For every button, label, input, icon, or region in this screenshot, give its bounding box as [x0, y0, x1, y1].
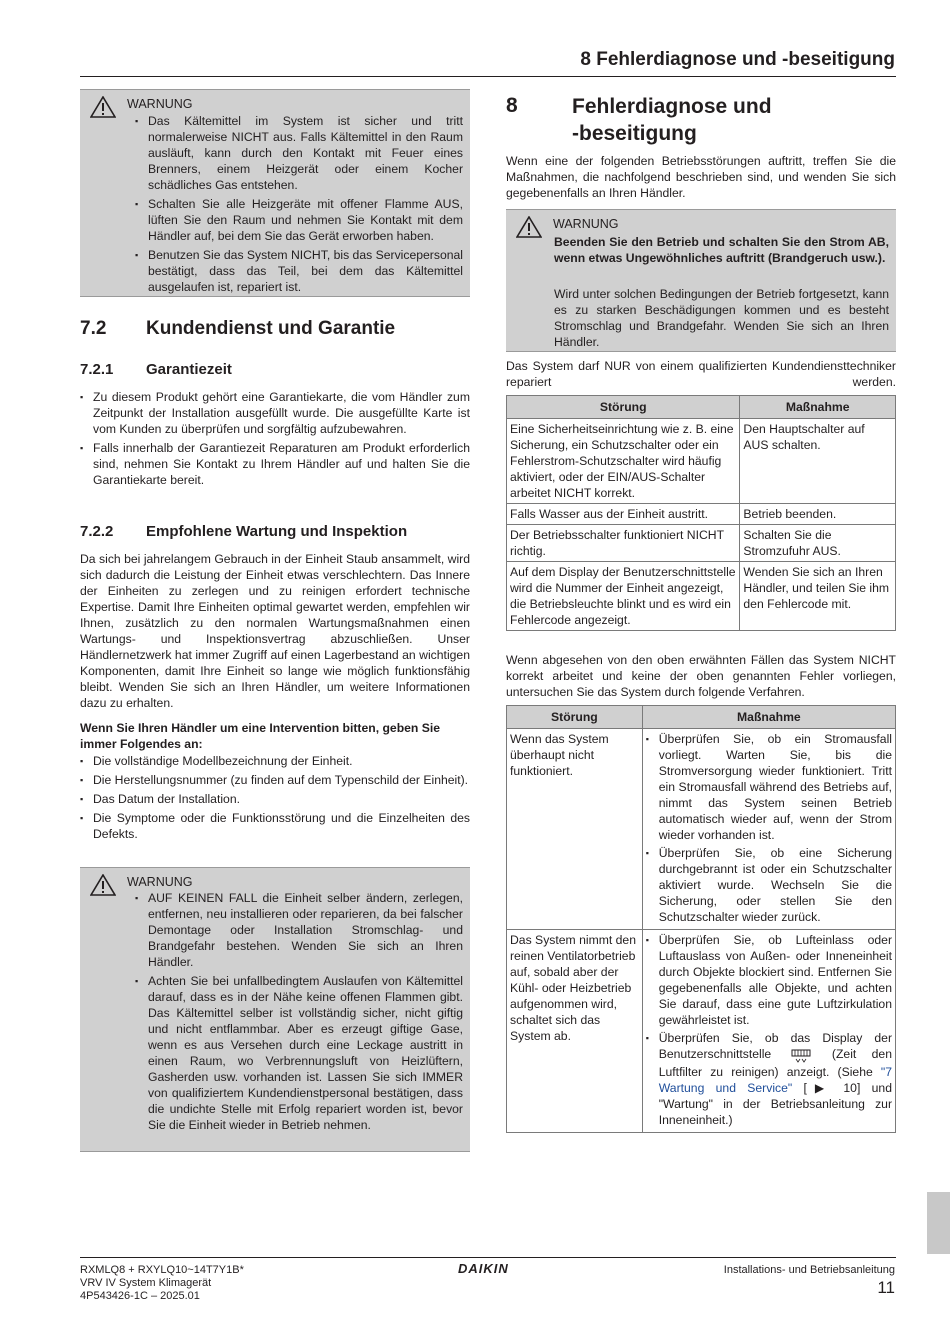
- page-reference: [▶ 10]: [803, 1081, 861, 1095]
- table-header-row: [507, 396, 896, 419]
- list-item: ▪ Zu diesem Produkt gehört eine Garantiekarte, die vom Händler zum Zeitpunkt der Installation ausgefüllt wurde. Die ausgefüllte Karte ist vom Kunden zu überprüfen und sorgfältig aufzubewahren.: [80, 389, 470, 437]
- column-header: Störung: [507, 706, 643, 729]
- warning-list: [135, 113, 463, 298]
- table-cell: Das System nimmt den reinen Ventilatorbetrieb auf, sobald aber der Kühl- oder Heizbetrieb aufgenommen wird, schaltet sich das System ab.: [507, 930, 643, 1133]
- intervention-list: [80, 753, 470, 845]
- action-text: (Zeit den Luftfilter zu reinigen) anzeigt. (Siehe: [658, 1047, 892, 1079]
- footer-product: VRV IV System Klimagerät: [80, 1277, 212, 1289]
- chapter-title: [572, 93, 772, 147]
- filter-clean-icon: [789, 1046, 815, 1064]
- section-link[interactable]: "7 Wartung und Service": [658, 1065, 893, 1095]
- chapter-number: 8: [506, 94, 518, 117]
- chapter-title-line: Fehlerdiagnose und: [572, 95, 772, 118]
- action-list: [646, 731, 892, 925]
- page-number: 11: [877, 1278, 895, 1297]
- list-item: ▪ Falls innerhalb der Garantiezeit Reparaturen am Produkt erforderlich sind, nehmen Sie Kontakt zu Ihrem Händler auf und halten Sie die Garantiekarte bereit.: [80, 440, 470, 488]
- warning-item: ▪ Achten Sie bei unfallbedingtem Auslaufen von Kältemittel darauf, dass es in der Nähe keine offenen Flammen gibt. Das Kältemittel selber ist vollständig sicher, nicht giftig und nicht entflammbar. Aber es erzeugt giftige Gase, wenn es aus Versehen durch eine Leckage austritt in einen Raum, wo Verbrennungsluft von Heizlüftern, Gasherden usw. vorhanden ist. Lassen Sie sich IMMER von qualifiziertem Kundendienstpersonal bestätigen, dass die undichte Stelle mit Erfolg repariert worden ist, bevor Sie die Einheit wieder in Betrieb nehmen.: [135, 973, 463, 1133]
- table-cell: Betrieb beenden.: [740, 504, 896, 525]
- column-header: Maßnahme: [740, 396, 896, 419]
- footer-divider: [80, 1257, 896, 1258]
- daikin-logo: DAIKIN: [458, 1261, 509, 1276]
- troubleshooting-table-1: [506, 395, 896, 631]
- table-cell: Wenn das System überhaupt nicht funktioniert.: [507, 729, 643, 930]
- troubleshooting-table-2: [506, 705, 896, 1133]
- header-divider: [80, 76, 896, 77]
- table-row: [507, 504, 896, 525]
- subsection-title: Garantiezeit: [146, 361, 232, 378]
- warning-triangle-icon: [90, 874, 116, 896]
- table-cell: [642, 729, 895, 930]
- table-row: [507, 729, 896, 930]
- footer-doc-number: 4P543426-1C – 2025.01: [80, 1290, 200, 1302]
- section-number: 7.2: [80, 318, 107, 339]
- warning-triangle-icon: [90, 96, 116, 118]
- footer-model: RXMLQ8 + RXYLQ10~14T7Y1B*: [80, 1264, 244, 1276]
- table-row: [507, 525, 896, 562]
- warning-item: ▪ Benutzen Sie das System NICHT, bis das Servicepersonal bestätigt, dass das Teil, bei dem das Kältemittel ausgelaufen ist, repariert ist.: [135, 247, 463, 295]
- footer-left: [80, 1264, 244, 1303]
- subsection-title: Empfohlene Wartung und Inspektion: [146, 523, 408, 540]
- table-cell: Eine Sicherheitseinrichtung wie z. B. eine Sicherung, ein Schutzschalter oder ein Fehlerstrom-Schutzschalter wird häufig aktiviert, oder der EIN/AUS-Schalter arbeitet NICHT korrekt.: [507, 419, 740, 504]
- table-row: [507, 930, 896, 1133]
- table-cell: Falls Wasser aus der Einheit austritt.: [507, 504, 740, 525]
- repair-note-text: Das System darf NUR von einem qualifizierten Kundendiensttechniker repariert werden.: [506, 359, 896, 389]
- page-header-title: 8 Fehlerdiagnose und -beseitigung: [580, 49, 895, 70]
- list-item: ▪ Das Datum der Installation.: [80, 791, 470, 807]
- table-cell: Den Hauptschalter auf AUS schalten.: [740, 419, 896, 504]
- list-item: ▪ Die vollständige Modellbezeichnung der Einheit.: [80, 753, 470, 769]
- warning-box-refrigerant: [80, 89, 470, 297]
- warning-list: [135, 890, 463, 1136]
- action-list: [646, 932, 892, 1128]
- chapter-side-tab: [927, 1192, 950, 1254]
- action-text: Überprüfen Sie, ob das Display der Benutzerschnittstelle: [658, 1031, 892, 1062]
- action-item: [646, 1030, 892, 1128]
- column-header: Störung: [507, 396, 740, 419]
- table-cell: Wenden Sie sich an Ihren Händler, und teilen Sie ihm den Fehlercode mit.: [740, 562, 896, 631]
- warning-text: Wird unter solchen Bedingungen der Betrieb fortgesetzt, kann es zu starken Beschädigungen kommen und es besteht Stromschlag und Brandgefahr. Wenden Sie sich an Ihren Händler.: [554, 287, 889, 349]
- warning-triangle-icon: [516, 216, 542, 238]
- action-item: ▪ Überprüfen Sie, ob eine Sicherung durchgebrannt ist oder ein Schutzschalter aktiviert wurde. Wechseln Sie die Sicherung, oder stellen Sie den Schutzschalter wieder zurück.: [646, 845, 892, 925]
- table-header-row: [507, 706, 896, 729]
- subsection-number: 7.2.1: [80, 361, 114, 378]
- action-item: ▪ Überprüfen Sie, ob Lufteinlass oder Luftauslass von Außen- oder Inneneinheit durch Objekte blockiert sind. Entfernen Sie gegebenenfalls alle Objekte, und achten Sie darauf, dass eine gute Luftzirkulation gewährleistet ist.: [646, 932, 892, 1028]
- warning-box-shutdown: [506, 209, 896, 352]
- action-item: ▪ Überprüfen Sie, ob ein Stromausfall vorliegt. Warten Sie, bis die Stromversorgung wieder funktioniert. Tritt ein Stromausfall während des Betriebs auf, nimmt das System seinen Betrieb automatisch wieder auf, wenn der Strom wieder vorhanden ist.: [646, 731, 892, 843]
- footer-manual-title: Installations- und Betriebsanleitung: [723, 1264, 895, 1276]
- table-cell: [642, 930, 895, 1133]
- action-text: und "Wartung" in der Betriebsanleitung zur Inneneinheit.): [658, 1081, 892, 1127]
- warning-title: WARNUNG: [553, 217, 619, 231]
- warning-item: ▪ Schalten Sie alle Heizgeräte mit offener Flamme AUS, lüften Sie den Raum und nehmen Sie Kontakt mit dem Händler auf, bei dem Sie das Gerät erworben haben.: [135, 196, 463, 244]
- warning-title: WARNUNG: [127, 875, 193, 889]
- repair-note: [506, 358, 896, 390]
- procedure-paragraph: Wenn abgesehen von den oben erwähnten Fällen das System NICHT korrekt arbeitet und keine der oben genannten Fehler vorliegen, untersuchen Sie das System durch folgende Verfahren.: [506, 653, 896, 699]
- table-row: [507, 419, 896, 504]
- intervention-intro: Wenn Sie Ihren Händler um eine Intervention bitten, geben Sie immer Folgendes an:: [80, 721, 441, 751]
- warning-bold-text: Beenden Sie den Betrieb und schalten Sie den Strom AB, wenn etwas Ungewöhnliches auftritt (Brandgeruch usw.).: [554, 235, 889, 265]
- chapter-title-line: -beseitigung: [572, 122, 697, 145]
- section-title: Kundendienst und Garantie: [146, 318, 396, 339]
- table-cell: Schalten Sie die Stromzufuhr AUS.: [740, 525, 896, 562]
- list-item: ▪ Die Symptome oder die Funktionsstörung und die Einzelheiten des Defekts.: [80, 810, 470, 842]
- warning-item: ▪ AUF KEINEN FALL die Einheit selber ändern, zerlegen, entfernen, neu installieren oder reparieren, da bei falscher Demontage oder Installation Stromschlag- und Brandgefahr bestehen. Wenden Sie sich an Ihren Händler.: [135, 890, 463, 970]
- warning-item: ▪ Das Kältemittel im System ist sicher und tritt normalerweise NICHT aus. Falls Kältemittel in den Raum ausläuft, kann durch den Kontakt mit Feuer eines Brenners, einem Heizgerät oder einem Kocher schädliches Gas entstehen.: [135, 113, 463, 193]
- table-cell: Der Betriebsschalter funktioniert NICHT richtig.: [507, 525, 740, 562]
- warning-title: WARNUNG: [127, 97, 193, 111]
- warranty-list: [80, 389, 470, 491]
- table-row: [507, 562, 896, 631]
- table-cell: Auf dem Display der Benutzerschnittstelle wird die Nummer der Einheit angezeigt, die Betriebsleuchte blinkt und es wird ein Fehlercode angezeigt.: [507, 562, 740, 631]
- chapter-intro: Wenn eine der folgenden Betriebsstörungen auftritt, treffen Sie die Maßnahmen, die nachfolgend beschrieben sind, und wenden Sie sich gegebenenfalls an Ihren Händler.: [506, 154, 896, 200]
- subsection-number: 7.2.2: [80, 523, 114, 540]
- warning-box-service: [80, 867, 470, 1152]
- column-header: Maßnahme: [642, 706, 895, 729]
- list-item: ▪ Die Herstellungsnummer (zu finden auf dem Typenschild der Einheit).: [80, 772, 470, 788]
- maintenance-paragraph: Da sich bei jahrelangem Gebrauch in der Einheit Staub ansammelt, wird sich dadurch die Leistung der Einheit etwas verschlechtern. Das Innere der Einheiten zu zerlegen und zu reinigen erfordert technische Expertise. Damit Ihre Einheiten optimal gewartet werden, empfehlen wir Ihnen, zusätzlich zu den normalen Wartungsmaßnahmen einen Wartungs- und Inspektionsvertrag abzuschließen. Unser Händlernetzwerk hat immer Zugriff auf einen Lagerbestand an wichtigen Komponenten, damit Ihre Einheit so lange wie möglich funktionsfähig bleibt. Wenden Sie sich an Ihren Händler, um weitere Informationen dazu zu erhalten.: [80, 552, 470, 710]
